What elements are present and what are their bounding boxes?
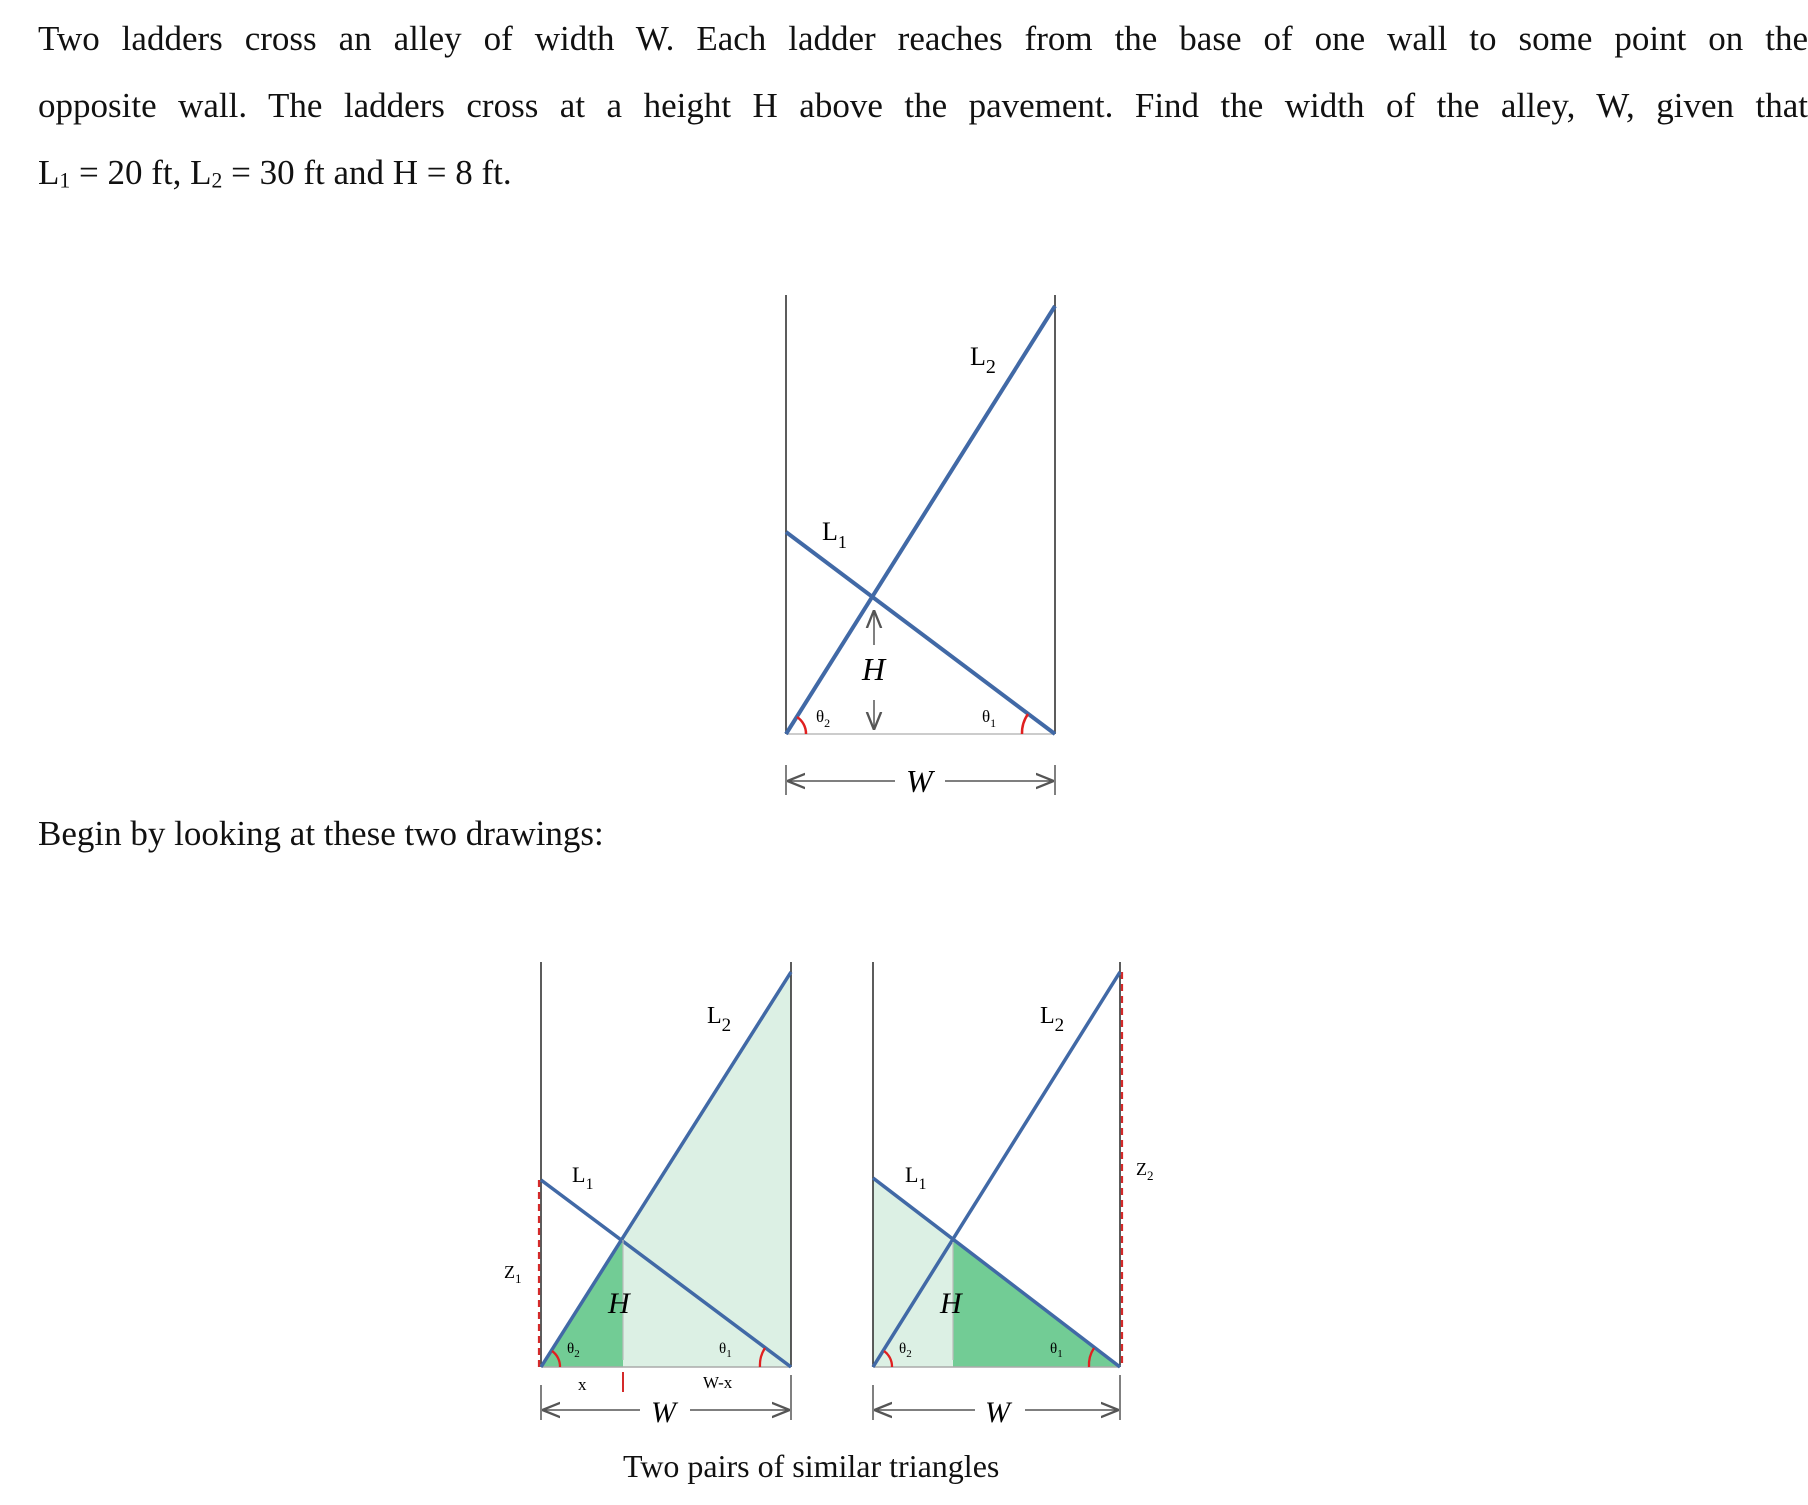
left-wx-label: W-x xyxy=(703,1373,733,1392)
right-width-label: W xyxy=(985,1396,1010,1429)
left-angle-1-label: $\theta_1$ xyxy=(719,1341,732,1360)
left-width-label: W xyxy=(651,1396,676,1429)
right-height-label: H xyxy=(940,1287,962,1320)
right-angle-1-label: $\theta_1$ xyxy=(1050,1341,1063,1360)
left-ladder-2-label: $L_2$ xyxy=(707,1003,732,1036)
right-ladder-2-label: $L_2$ xyxy=(1040,1003,1065,1036)
top-angle-1-label: $\theta_1$ xyxy=(982,707,997,730)
top-angle-2-label: $\theta_2$ xyxy=(816,707,831,730)
left-height-label: H xyxy=(608,1287,630,1320)
problem-line-3: $L_1 = 20$ ft, $L_2 = 30$ ft and H = 8 ft. xyxy=(38,153,512,193)
right-z2-label: $Z_2$ xyxy=(1136,1159,1154,1183)
figure-caption: Two pairs of similar triangles xyxy=(623,1448,1000,1484)
top-height-label: H xyxy=(862,651,886,687)
problem-line-2: opposite wall. The ladders cross at a height H above the pavement. Find the width of the alley, W, given that xyxy=(38,86,1808,125)
top-width-label: W xyxy=(906,763,933,799)
left-ladder-1-label: $L_1$ xyxy=(572,1162,594,1193)
left-z1-label: $Z_1$ xyxy=(504,1262,522,1286)
instruction-text: Begin by looking at these two drawings: xyxy=(38,814,604,853)
right-ladder-1-label: $L_1$ xyxy=(905,1162,927,1193)
left-angle-2-label: $\theta_2$ xyxy=(567,1341,580,1360)
top-ladder-1-label: $L_1$ xyxy=(822,517,847,552)
left-x-label: x xyxy=(578,1375,587,1394)
problem-line-1: Two ladders cross an alley of width W. Each ladder reaches from the base of one wall to some point on the xyxy=(38,19,1808,58)
right-angle-2-label: $\theta_2$ xyxy=(899,1341,912,1360)
top-ladder-2-label: $L_2$ xyxy=(970,342,996,378)
